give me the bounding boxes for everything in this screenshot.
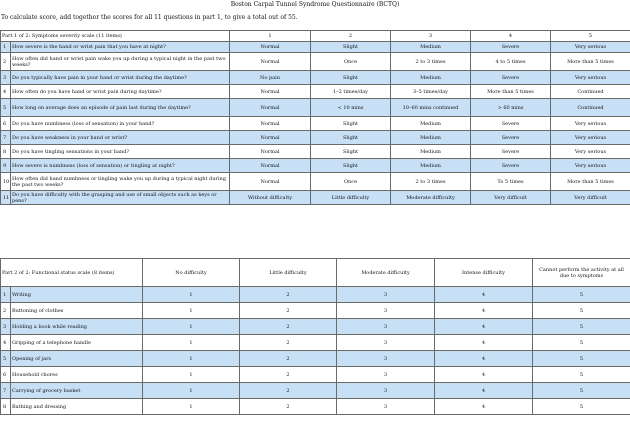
answer-option: No pain — [230, 71, 311, 85]
score-value: 4 — [435, 351, 533, 367]
activity-name: Holding a book while reading — [11, 319, 143, 335]
score-value: 4 — [435, 287, 533, 303]
score-value: 4 — [435, 383, 533, 399]
score-value: 5 — [533, 287, 630, 303]
score-value: 1 — [143, 287, 240, 303]
symptom-severity-table — [0, 30, 630, 205]
answer-option: Very serious — [551, 145, 630, 159]
activity-number: 5 — [1, 351, 11, 367]
activity-number: 8 — [1, 399, 11, 415]
score-value: 3 — [337, 351, 435, 367]
answer-option: Slight — [311, 145, 391, 159]
answer-option: Very difficult — [471, 191, 551, 205]
score-value: 2 — [240, 335, 337, 351]
answer-option: Continued — [551, 85, 630, 99]
answer-option: Severe — [471, 71, 551, 85]
question-number: 10 — [1, 173, 11, 191]
score-value: 2 — [240, 351, 337, 367]
score-value: 5 — [533, 351, 630, 367]
question-text: How severe is the hand or wrist pain that you have at night? — [11, 42, 230, 53]
answer-option: Severe — [471, 159, 551, 173]
symptom-row — [1, 71, 630, 85]
score-value: 3 — [337, 367, 435, 383]
document-title: Boston Carpal Tunnel Syndrome Questionnaire (BCTQ) — [230, 1, 400, 8]
question-number: 6 — [1, 117, 11, 131]
score-value: 5 — [533, 383, 630, 399]
answer-option: Medium — [391, 42, 471, 53]
question-number: 3 — [1, 71, 11, 85]
symptom-row — [1, 85, 630, 99]
question-number: 1 — [1, 42, 11, 53]
symptom-row — [1, 131, 630, 145]
activity-name: Household chores — [11, 367, 143, 383]
question-number: 9 — [1, 159, 11, 173]
part2-header-row — [1, 259, 630, 287]
answer-option: Normal — [230, 99, 311, 117]
score-value: 4 — [435, 399, 533, 415]
part1-heading: Part 1 of 2: Symptoms severity scale (11 items) — [1, 31, 230, 42]
answer-option: Very serious — [551, 71, 630, 85]
symptom-row — [1, 173, 630, 191]
activity-name: Gripping of a telephone handle — [11, 335, 143, 351]
question-text: Do you typically have pain in your hand or wrist during the daytime? — [11, 71, 230, 85]
part2-column-header: Intense difficulty — [435, 259, 533, 287]
answer-option: 2 to 3 times — [391, 53, 471, 71]
answer-option: Normal — [230, 53, 311, 71]
functional-status-table — [0, 258, 630, 415]
answer-option: Slight — [311, 71, 391, 85]
activity-row — [1, 319, 630, 335]
answer-option: 3–5 times/day — [391, 85, 471, 99]
activity-name: Opening of jars — [11, 351, 143, 367]
score-value: 2 — [240, 303, 337, 319]
answer-option: > 60 mins — [471, 99, 551, 117]
part1-column-header: 2 — [311, 31, 391, 42]
answer-option: Medium — [391, 145, 471, 159]
answer-option: Severe — [471, 117, 551, 131]
score-value: 1 — [143, 319, 240, 335]
answer-option: 1–2 times/day — [311, 85, 391, 99]
score-value: 3 — [337, 319, 435, 335]
score-value: 5 — [533, 399, 630, 415]
answer-option: Normal — [230, 173, 311, 191]
score-value: 1 — [143, 335, 240, 351]
answer-option: 10–60 mins continued — [391, 99, 471, 117]
score-value: 4 — [435, 367, 533, 383]
activity-name: Carrying of grocery basket — [11, 383, 143, 399]
answer-option: Slight — [311, 42, 391, 53]
score-value: 2 — [240, 367, 337, 383]
answer-option: Normal — [230, 159, 311, 173]
question-text: How often do you have hand or wrist pain during daytime? — [11, 85, 230, 99]
answer-option: 2 to 3 times — [391, 173, 471, 191]
symptom-row — [1, 99, 630, 117]
part2-heading: Part 2 of 2: Functional status scale (8 items) — [1, 259, 143, 287]
score-value: 4 — [435, 335, 533, 351]
part1-header-row — [1, 31, 630, 42]
part2-column-header: Cannot perform the activity at all due to symptoms — [533, 259, 630, 287]
score-value: 3 — [337, 287, 435, 303]
answer-option: Slight — [311, 159, 391, 173]
score-value: 1 — [143, 367, 240, 383]
symptom-row — [1, 191, 630, 205]
activity-row — [1, 367, 630, 383]
activity-row — [1, 287, 630, 303]
answer-option: More than 5 times — [551, 173, 630, 191]
activity-row — [1, 399, 630, 415]
answer-option: Severe — [471, 145, 551, 159]
answer-option: Normal — [230, 117, 311, 131]
question-number: 7 — [1, 131, 11, 145]
answer-option: Very serious — [551, 159, 630, 173]
answer-option: Very serious — [551, 131, 630, 145]
answer-option: Once — [311, 53, 391, 71]
activity-name: Bathing and dressing — [11, 399, 143, 415]
question-number: 8 — [1, 145, 11, 159]
symptom-row — [1, 117, 630, 131]
score-value: 1 — [143, 383, 240, 399]
symptom-row — [1, 145, 630, 159]
answer-option: Severe — [471, 131, 551, 145]
question-text: How often did hand or wrist pain wake you up during a typical night in the past two weeks? — [11, 53, 230, 71]
answer-option: Very serious — [551, 42, 630, 53]
answer-option: Slight — [311, 117, 391, 131]
answer-option: < 10 mins — [311, 99, 391, 117]
score-value: 5 — [533, 335, 630, 351]
score-value: 5 — [533, 319, 630, 335]
part1-column-header: 3 — [391, 31, 471, 42]
answer-option: Normal — [230, 42, 311, 53]
answer-option: Medium — [391, 71, 471, 85]
answer-option: Medium — [391, 117, 471, 131]
score-value: 3 — [337, 335, 435, 351]
activity-row — [1, 335, 630, 351]
answer-option: Normal — [230, 85, 311, 99]
part2-column-header: Little difficulty — [240, 259, 337, 287]
score-value: 2 — [240, 383, 337, 399]
symptom-row — [1, 53, 630, 71]
question-number: 11 — [1, 191, 11, 205]
symptom-row — [1, 159, 630, 173]
activity-number: 3 — [1, 319, 11, 335]
activity-number: 1 — [1, 287, 11, 303]
score-value: 4 — [435, 303, 533, 319]
answer-option: Little difficulty — [311, 191, 391, 205]
question-number: 2 — [1, 53, 11, 71]
answer-option: Once — [311, 173, 391, 191]
answer-option: 4 to 5 times — [471, 53, 551, 71]
question-text: How often did hand numbness or tingling wake you up during a typical night during the past two weeks? — [11, 173, 230, 191]
part1-column-header: 4 — [471, 31, 551, 42]
answer-option: Very serious — [551, 117, 630, 131]
activity-row — [1, 383, 630, 399]
answer-option: Normal — [230, 145, 311, 159]
question-text: Do you have tingling sensations in your hand? — [11, 145, 230, 159]
activity-row — [1, 351, 630, 367]
question-text: How severe is numbness (loss of sensation) or tingling at night? — [11, 159, 230, 173]
answer-option: Very difficult — [551, 191, 630, 205]
answer-option: More than 5 times — [551, 53, 630, 71]
part1-column-header: 1 — [230, 31, 311, 42]
score-value: 1 — [143, 351, 240, 367]
answer-option: Medium — [391, 159, 471, 173]
answer-option: Continued — [551, 99, 630, 117]
question-text: Do you have numbness (loss of sensation) in your hand? — [11, 117, 230, 131]
answer-option: Moderate difficulty — [391, 191, 471, 205]
activity-row — [1, 303, 630, 319]
question-number: 5 — [1, 99, 11, 117]
activity-number: 7 — [1, 383, 11, 399]
answer-option: More than 5 times — [471, 85, 551, 99]
part2-column-header: Moderate difficulty — [337, 259, 435, 287]
activity-name: Buttoning of clothes — [11, 303, 143, 319]
scoring-instructions: To calculate score, add together the scores for all 11 questions in part 1, to give a total out of 55. — [1, 14, 298, 21]
answer-option: Normal — [230, 131, 311, 145]
score-value: 3 — [337, 303, 435, 319]
symptom-row — [1, 42, 630, 53]
question-text: Do you have weakness in your hand or wrist? — [11, 131, 230, 145]
answer-option: Medium — [391, 131, 471, 145]
score-value: 3 — [337, 399, 435, 415]
activity-number: 6 — [1, 367, 11, 383]
question-text: How long on average does an episode of pain last during the daytime? — [11, 99, 230, 117]
answer-option: Without difficulty — [230, 191, 311, 205]
answer-option: Slight — [311, 131, 391, 145]
score-value: 3 — [337, 383, 435, 399]
question-number: 4 — [1, 85, 11, 99]
activity-name: Writing — [11, 287, 143, 303]
activity-number: 4 — [1, 335, 11, 351]
score-value: 1 — [143, 399, 240, 415]
question-text: Do you have difficulty with the grasping and use of small objects such as keys or pens? — [11, 191, 230, 205]
part2-column-header: No difficulty — [143, 259, 240, 287]
score-value: 2 — [240, 319, 337, 335]
answer-option: To 5 times — [471, 173, 551, 191]
score-value: 5 — [533, 303, 630, 319]
score-value: 2 — [240, 287, 337, 303]
score-value: 5 — [533, 367, 630, 383]
score-value: 2 — [240, 399, 337, 415]
score-value: 1 — [143, 303, 240, 319]
activity-number: 2 — [1, 303, 11, 319]
answer-option: Severe — [471, 42, 551, 53]
part1-column-header: 5 — [551, 31, 630, 42]
score-value: 4 — [435, 319, 533, 335]
